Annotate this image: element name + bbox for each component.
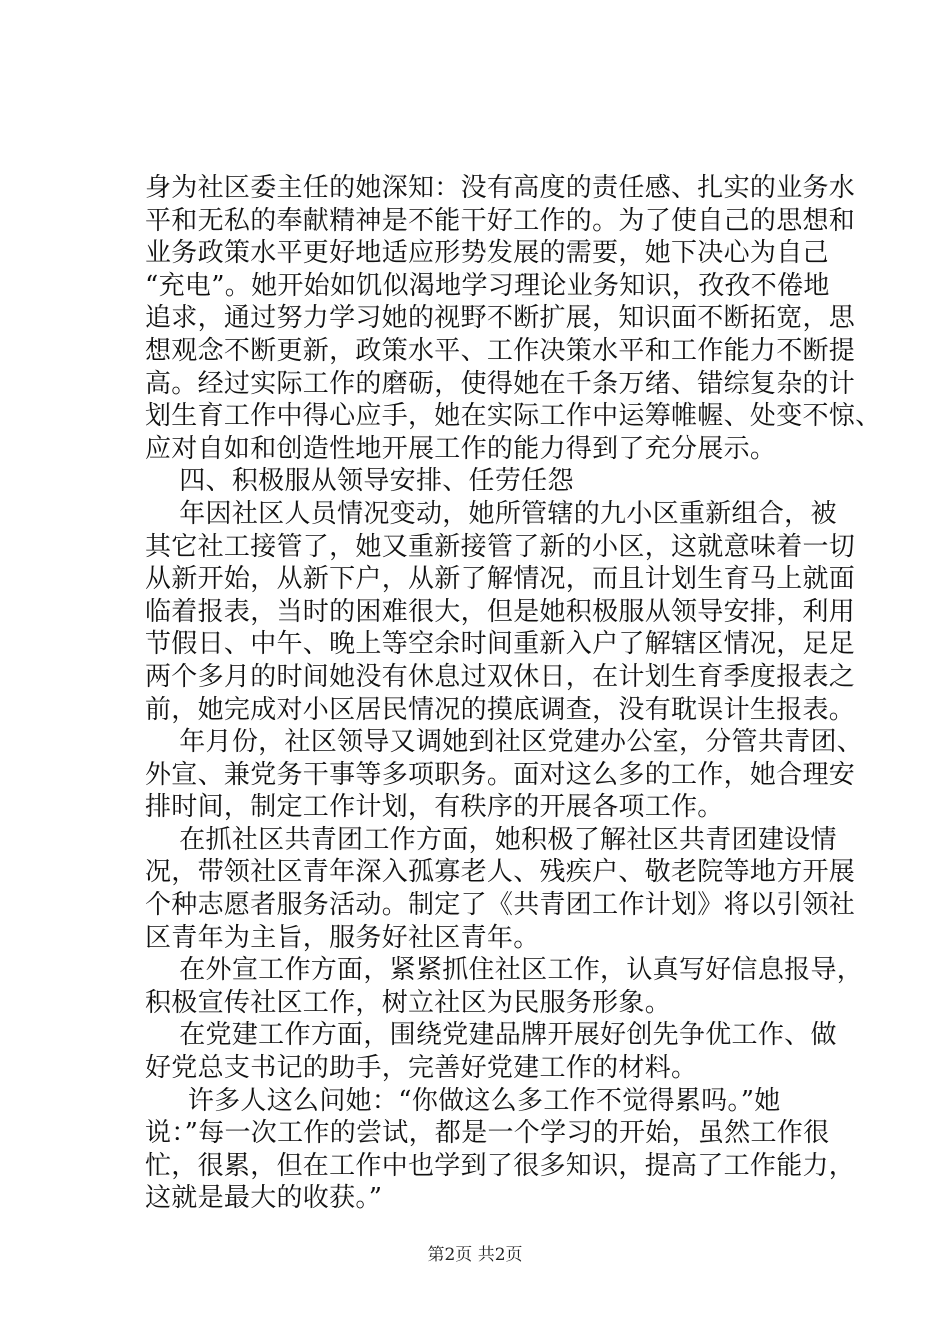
page-footer: 第2页 共2页 [427,1245,523,1265]
text-line: 两个多月的时间她没有休息过双休日，在计划生育季度报表之 [145,661,856,692]
text-line: 忙，很累，但在工作中也学到了很多知识，提高了工作能力， [145,1150,856,1181]
text-line: 应对自如和创造性地开展工作的能力得到了充分展示。 [145,433,777,464]
text-line: “充电”。她开始如饥似渴地学习理论业务知识，孜孜不倦地 [145,270,830,301]
text-line: 划生育工作中得心应手，她在实际工作中运筹帷幄、处变不惊、 [145,401,882,432]
text-line: 好党总支书记的助手，完善好党建工作的材料。 [145,1053,698,1084]
text-line: 这就是最大的收获。” [145,1183,383,1214]
text-line: 积极宣传社区工作，树立社区为民服务形象。 [145,987,672,1018]
text-line: 在抓社区共青团工作方面，她积极了解社区共青团建设情 [145,824,837,855]
text-line: 年月份，社区领导又调她到社区党建办公室，分管共青团、 [145,727,864,758]
text-line: 想观念不断更新，政策水平、工作决策水平和工作能力不断提 [145,335,856,366]
text-line: 四、积极服从领导安排、任劳任怨 [145,466,574,497]
text-line: 区青年为主旨，服务好社区青年。 [145,922,540,953]
text-line: 从新开始，从新下户，从新了解情况，而且计划生育马上就面 [145,564,856,595]
text-line: 年因社区人员情况变动，她所管辖的九小区重新组合，被 [145,498,837,529]
text-line: 排时间，制定工作计划，有秩序的开展各项工作。 [145,792,724,823]
text-line: 在党建工作方面，围绕党建品牌开展好创先争优工作、做 [145,1020,837,1051]
text-line: 外宣、兼党务干事等多项职务。面对这么多的工作，她合理安 [145,759,856,790]
text-line: 其它社工接管了，她又重新接管了新的小区，这就意味着一切 [145,531,856,562]
text-line: 高。经过实际工作的磨砺，使得她在千条万绪、错综复杂的计 [145,368,856,399]
text-line: 许多人这么问她：“你做这么多工作不觉得累吗。”她 [145,1085,781,1116]
text-line: 个种志愿者服务活动。制定了《共青团工作计划》将以引领社 [145,890,856,921]
text-line: 况，带领社区青年深入孤寡老人、残疾户、敬老院等地方开展 [145,857,856,888]
text-line: 业务政策水平更好地适应形势发展的需要，她下决心为自己 [145,238,829,269]
text-line: 节假日、中午、晚上等空余时间重新入户了解辖区情况，足足 [145,629,856,660]
text-line: 前，她完成对小区居民情况的摸底调查，没有耽误计生报表。 [145,694,856,725]
text-line: 临着报表，当时的困难很大，但是她积极服从领导安排，利用 [145,596,856,627]
text-line: 平和无私的奉献精神是不能干好工作的。为了使自己的思想和 [145,205,856,236]
text-line: 说：”每一次工作的尝试，都是一个学习的开始，虽然工作很 [145,1118,830,1149]
text-line: 身为社区委主任的她深知：没有高度的责任感、扎实的业务水 [145,173,856,203]
document-body [145,172,882,1215]
text-line: 在外宣工作方面，紧紧抓住社区工作，认真写好信息报导， [145,955,864,986]
text-line: 追求，通过努力学习她的视野不断扩展，知识面不断拓宽，思 [145,303,856,334]
